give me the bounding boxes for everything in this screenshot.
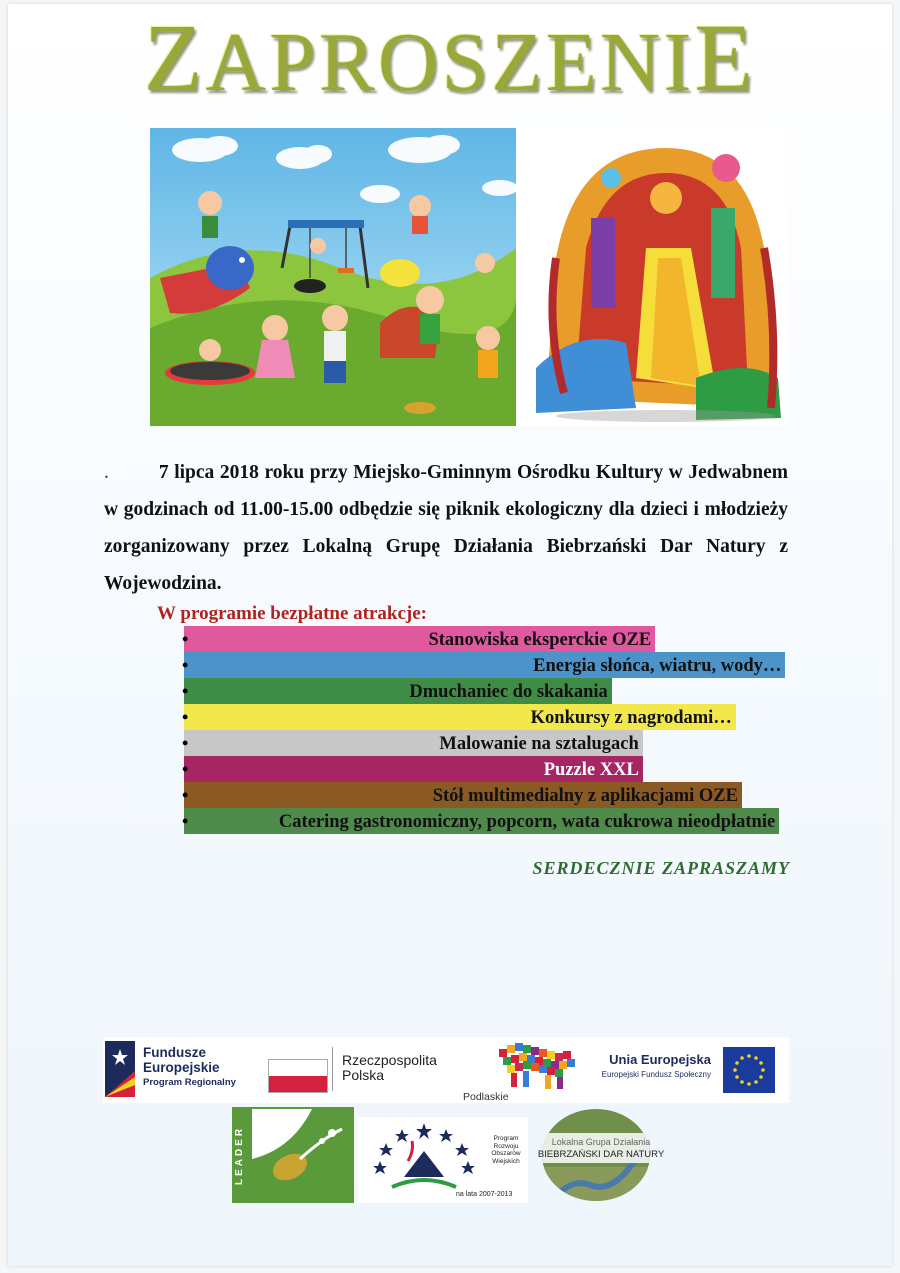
- attraction-item: • Catering gastronomiczny, popcorn, wata cukrowa nieodpłatnie: [184, 808, 779, 834]
- leader-logo: LEADER: [232, 1107, 354, 1203]
- prow-logo: Program Rozwoju Obszarów Wiejskich na lata 2007-2013: [358, 1117, 528, 1203]
- program-logos-row: [232, 1107, 682, 1207]
- prow-stars-icon: [368, 1121, 480, 1191]
- playground-illustration: [150, 128, 516, 426]
- attraction-item: • Puzzle XXL: [184, 756, 643, 782]
- attractions-list: [184, 626, 804, 834]
- attraction-item: • Stół multimedialny z aplikacjami OZE: [184, 782, 742, 808]
- funding-logos-row: [103, 1037, 789, 1103]
- rzeczpospolita-polska-logo: Rzeczpospolita Polska: [268, 1047, 468, 1095]
- polish-flag-icon: [268, 1059, 328, 1093]
- stray-dot: .: [104, 462, 109, 483]
- unia-europejska-logo: Unia Europejska Europejski Fundusz Społeczny: [593, 1047, 789, 1097]
- leader-emblem-icon: [252, 1109, 352, 1201]
- attraction-item: • Dmuchaniec do skakania: [184, 678, 612, 704]
- attraction-item: • Malowanie na sztalugach: [184, 730, 643, 756]
- attraction-item: • Konkursy z nagrodami…: [184, 704, 736, 730]
- event-description: . 7 lipca 2018 roku przy Miejsko-Gminnym Ośrodku Kultury w Jedwabnem w godzinach od 11.00-15.00 odbędzie się piknik ekologiczny dla dzieci i młodzieży zorganizowany przez Lokalną Grupę Działania Biebrzański Dar Natury z Wojewodzina.: [104, 462, 788, 594]
- fe-star-icon: [105, 1041, 135, 1097]
- program-heading: W programie bezpłatne atrakcje:: [157, 603, 427, 624]
- closing-invitation: SERDECZNIE ZAPRASZAMY: [532, 858, 790, 878]
- lgd-biebrzanski-logo: Lokalna Grupa Działania BIEBRZAŃSKI DAR NATURY: [536, 1107, 656, 1203]
- attraction-item: • Stanowiska eksperckie OZE: [184, 626, 655, 652]
- fundusze-europejskie-logo: Fundusze Europejskie Program Regionalny: [103, 1037, 253, 1103]
- eu-flag-icon: [723, 1047, 775, 1093]
- page-title: ZAPROSZENIE: [143, 4, 757, 111]
- inflatable-slide-photo: [516, 128, 788, 426]
- attraction-item: • Energia słońca, wiatru, wody…: [184, 652, 785, 678]
- bison-mosaic-icon: [493, 1039, 581, 1095]
- podlaskie-logo: Podlaskie: [463, 1039, 593, 1103]
